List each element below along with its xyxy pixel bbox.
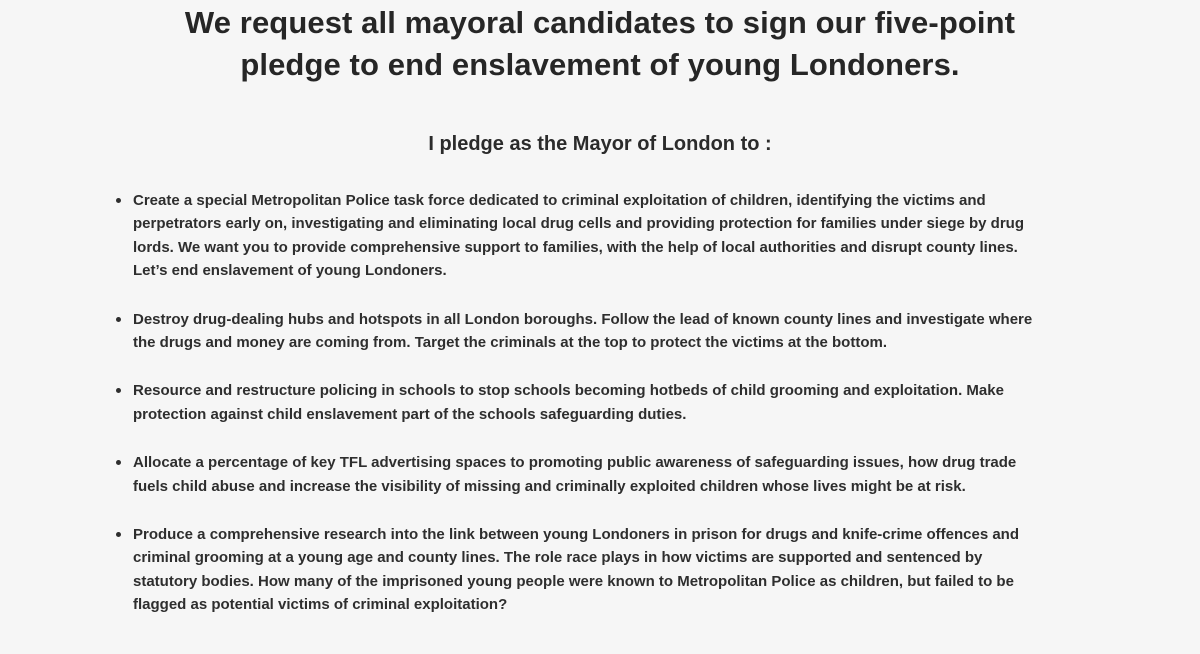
page-title: We request all mayoral candidates to sign our five-point pledge to end enslavement of young Londoners. <box>184 5 1016 82</box>
pledge-item: Allocate a percentage of key TFL advertising spaces to promoting public awareness of safeguarding issues, how drug trade fuels child abuse and increase the visibility of missing and criminally exploited children whose lives might be at risk. <box>116 451 1036 498</box>
pledge-list <box>116 189 1036 642</box>
pledge-item: Destroy drug-dealing hubs and hotspots in all London boroughs. Follow the lead of known county lines and investigate where the drugs and money are coming from. Target the criminals at the top to protect the victims at the bottom. <box>116 308 1036 355</box>
pledge-subheading: I pledge as the Mayor of London to : <box>428 133 772 155</box>
pledge-item: Resource and restructure policing in schools to stop schools becoming hotbeds of child grooming and exploitation. Make protection against child enslavement part of the schools safeguarding duties. <box>116 379 1036 426</box>
pledge-item: Produce a comprehensive research into the link between young Londoners in prison for drugs and knife-crime offences and criminal grooming at a young age and county lines. The role race plays in how victims are supported and sentenced by statutory bodies. How many of the imprisoned young people were known to Metropolitan Police as children, but failed to be flagged as potential victims of criminal exploitation? <box>116 523 1036 617</box>
pledge-item: Create a special Metropolitan Police task force dedicated to criminal exploitation of children, identifying the victims and perpetrators early on, investigating and eliminating local drug cells and providing protection for families under siege by drug lords. We want you to provide comprehensive support to families, with the help of local authorities and disrupt county lines. Let’s end enslavement of young Londoners. <box>116 189 1036 283</box>
